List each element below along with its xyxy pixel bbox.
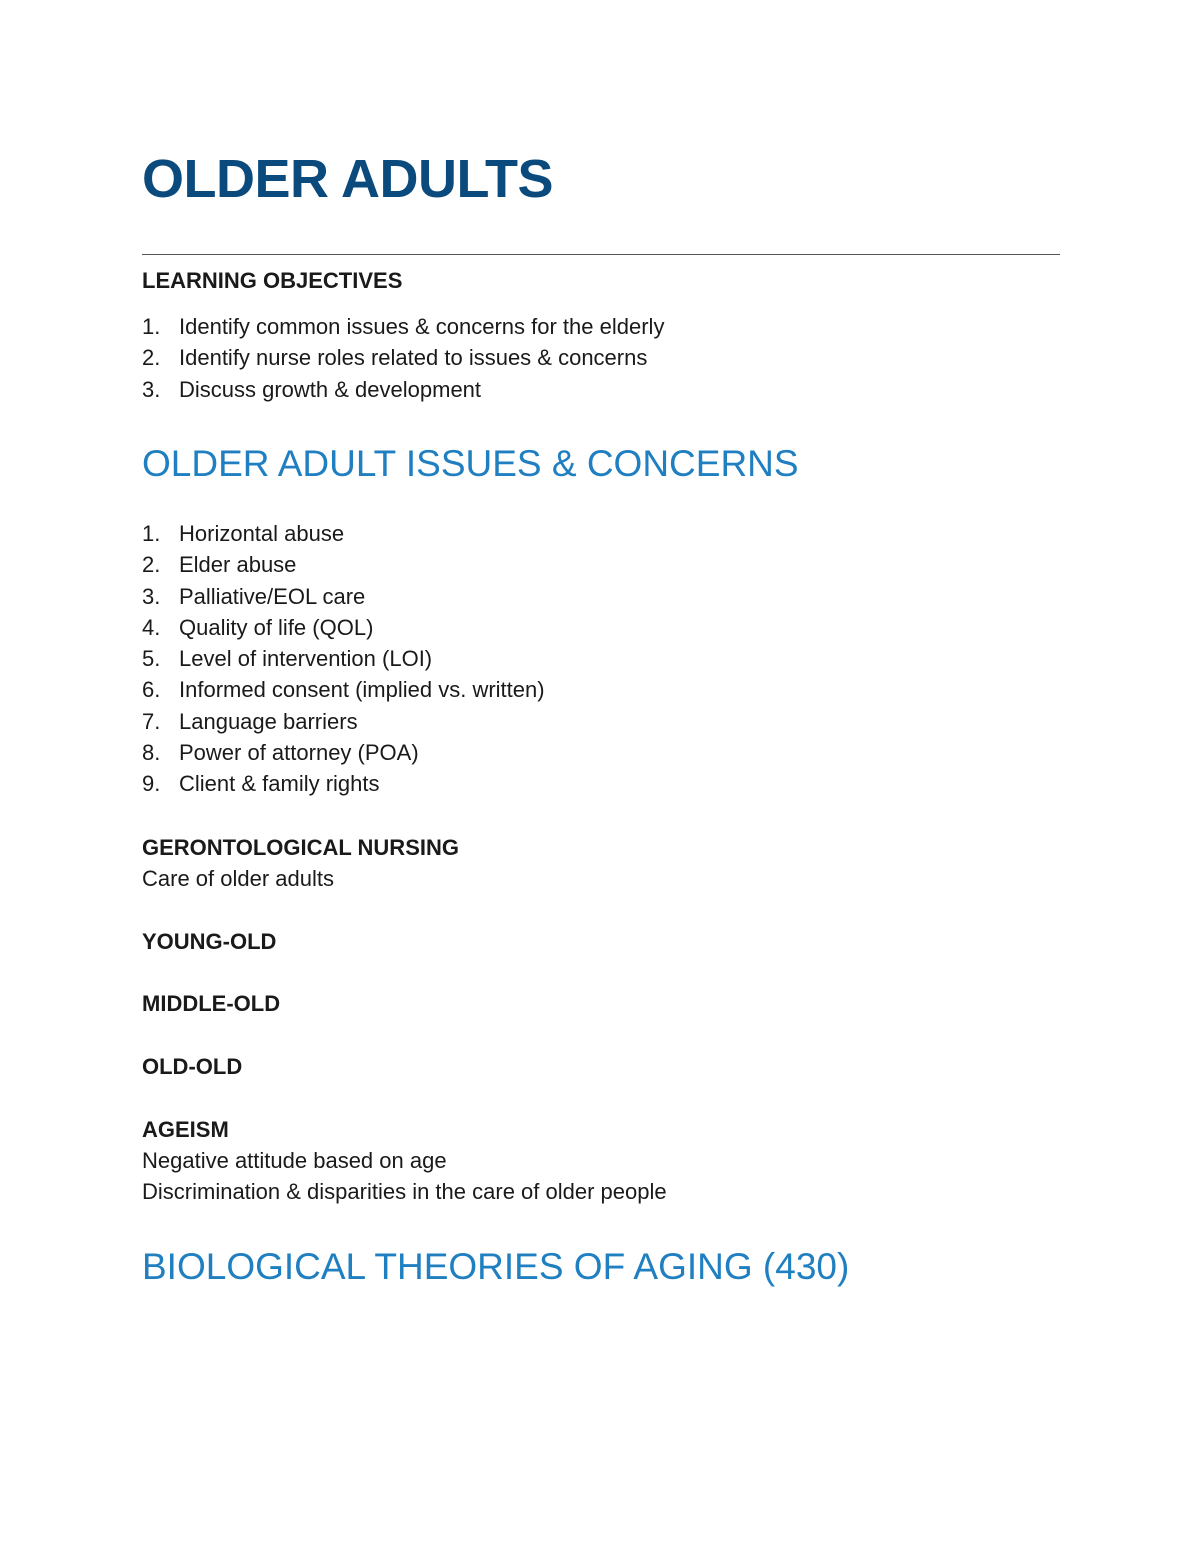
list-item: 1. Identify common issues & concerns for the elderly: [142, 314, 665, 339]
list-item: 2. Identify nurse roles related to issues & concerns: [142, 345, 648, 371]
learning-objectives-label: LEARNING OBJECTIVES: [142, 268, 403, 293]
list-item: 3. Discuss growth & development: [142, 376, 482, 402]
ageism-definition-line-2: Discrimination & disparities in the care of older people: [142, 1179, 667, 1204]
list-item: 6. Informed consent (implied vs. written): [142, 677, 545, 703]
ageism-definition-line-1: Negative attitude based on age: [142, 1148, 447, 1173]
title-divider: [142, 254, 1060, 255]
young-old-label: YOUNG-OLD: [142, 929, 277, 954]
issues-concerns-list: [142, 518, 545, 800]
list-item: 5. Level of intervention (LOI): [142, 646, 433, 672]
old-old-label: OLD-OLD: [142, 1054, 243, 1079]
gerontological-nursing-definition: Care of older adults: [142, 866, 334, 891]
list-item: 2. Elder abuse: [142, 552, 297, 578]
list-item: 9. Client & family rights: [142, 771, 380, 797]
middle-old-label: MIDDLE-OLD: [142, 991, 281, 1016]
page-title: OLDER ADULTS: [142, 149, 553, 209]
list-item: 7. Language barriers: [142, 708, 358, 734]
list-item: 8. Power of attorney (POA): [142, 740, 419, 766]
gerontological-nursing-label: GERONTOLOGICAL NURSING: [142, 835, 459, 860]
ageism-label: AGEISM: [142, 1117, 229, 1142]
biological-theories-heading: BIOLOGICAL THEORIES OF AGING (430): [142, 1246, 850, 1287]
list-item: 4. Quality of life (QOL): [142, 614, 374, 640]
list-item: 1. Horizontal abuse: [142, 521, 345, 546]
learning-objectives-list: [142, 311, 664, 405]
list-item: 3. Palliative/EOL care: [142, 583, 366, 609]
issues-concerns-heading: OLDER ADULT ISSUES & CONCERNS: [142, 443, 799, 484]
